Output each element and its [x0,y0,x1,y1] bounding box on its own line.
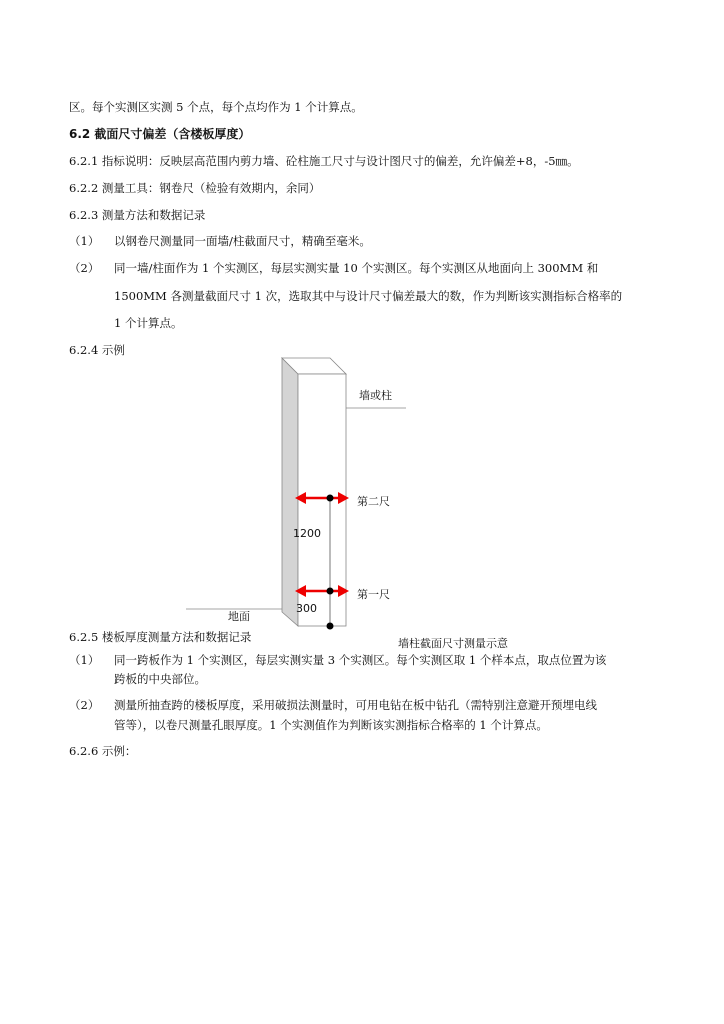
clause-6-2-6: 6.2.6 示例： [69,744,137,758]
list-item-number: （1） [69,234,100,248]
measure-point-second [327,495,334,502]
clause-6-2-5: 6.2.5 楼板厚度测量方法和数据记录 [69,630,252,644]
list-item-number: （1） [69,653,100,667]
list-item-text-line-2: 跨板的中央部位。 [114,672,206,686]
clause-6-2-3: 6.2.3 测量方法和数据记录 [69,208,206,222]
list-item-text-line-1: 同一跨板作为 1 个实测区，每层实测实量 3 个实测区。每个实测区取 1 个样本点，取点位置为该 [114,653,607,667]
list-item-text-line-1: 测量所抽查跨的楼板厚度，采用破损法测量时，可用电钻在板中钻孔（需特别注意避开预埋电线 [114,698,597,712]
label-second-measure: 第二尺 [357,495,390,508]
label-dimension-1200: 1200 [293,527,321,540]
clause-6-2-2: 6.2.2 测量工具：钢卷尺（检验有效期内，余同） [69,181,321,195]
measure-point-ground [327,623,334,630]
list-item-text-line-1: 同一墙/柱面作为 1 个实测区，每层实测实量 10 个实测区。每个实测区从地面向上 300MM 和 [114,261,599,275]
clause-6-2-1: 6.2.1 指标说明：反映层高范围内剪力墙、砼柱施工尺寸与设计图尺寸的偏差，允许偏差+8，-5㎜。 [69,154,579,168]
figure-caption: 墙柱截面尺寸测量示意 [398,637,508,650]
label-first-measure: 第一尺 [357,588,390,601]
section-heading-6-2: 6.2 截面尺寸偏差（含楼板厚度） [69,127,251,141]
label-ground: 地面 [228,610,250,623]
list-item-number: （2） [69,698,100,712]
list-item-text-line-2: 管等），以卷尺测量孔眼厚度。1 个实测值作为判断该实测指标合格率的 1 个计算点。 [114,718,548,732]
list-item-text: 以钢卷尺测量同一面墙/柱截面尺寸，精确至毫米。 [114,234,371,248]
clause-6-2-4: 6.2.4 示例 [69,343,125,357]
wall-side-face [282,358,298,626]
measure-point-first [327,588,334,595]
list-item-number: （2） [69,261,100,275]
label-wall-or-column: 墙或柱 [359,389,392,402]
paragraph-continuation: 区。每个实测区实测 5 个点，每个点均作为 1 个计算点。 [69,100,363,114]
list-item-text-line-3: 1 个计算点。 [114,316,183,330]
list-item-text-line-2: 1500MM 各测量截面尺寸 1 次，选取其中与设计尺寸偏差最大的数，作为判断该实测指标合格率的 [114,289,623,303]
label-dimension-300: 300 [296,602,317,615]
